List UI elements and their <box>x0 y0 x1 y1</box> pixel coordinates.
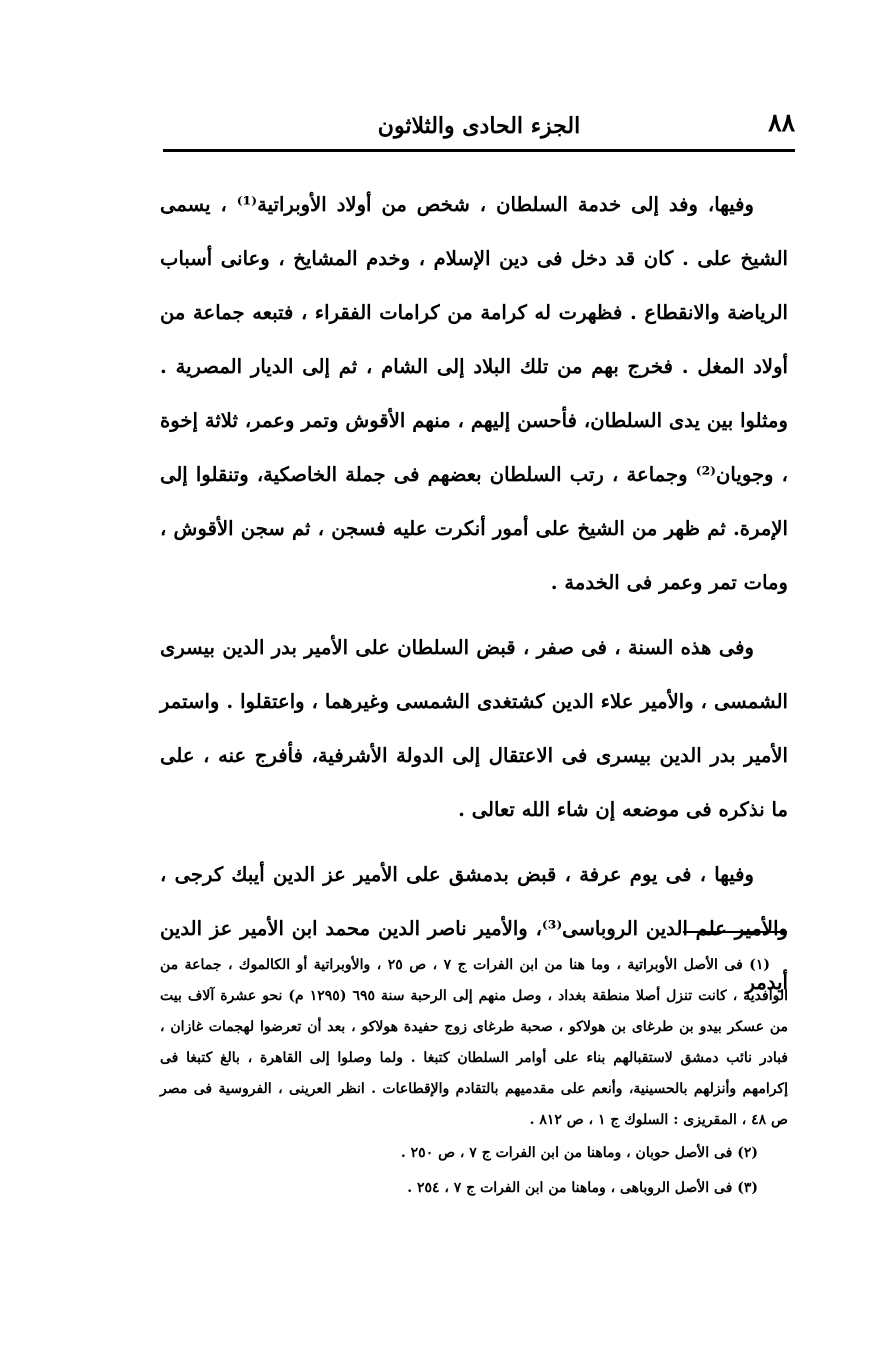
footnote-3: (٣) فى الأصل الروباهى ، وماهنا من ابن الفرات ج ٧ ، ٢٥٤ . <box>407 1180 758 1196</box>
paragraph: وفيها، وفد إلى خدمة السلطان ، شخص من أولاد الأوبراتية⁽¹⁾ ، يسمى الشيخ على . كان قد دخل فى دين الإسلام ، وخدم المشايخ ، وعانى أسباب الرياضة والانقطاع . فظهرت له كرامة من كرامات الفقراء ، فتبعه جماعة من أولاد المغل . فخرج بهم من تلك البلاد إلى الشام ، ثم إلى الديار المصرية . ومثلوا بين يدى السلطان، فأحسن إليهم ، منهم الأقوش وتمر وعمر، ثلاثة إخوة ، وجويان⁽²⁾ وجماعة ، رتب السلطان بعضهم فى جملة الخاصكية، وتنقلوا إلى الإمرة. ثم ظهر من الشيخ على أمور أنكرت عليه فسجن ، ثم سجن الأقوش ، ومات تمر وعمر فى الخدمة . <box>160 193 788 594</box>
paragraph: وفى هذه السنة ، فى صفر ، قبض السلطان على الأمير بدر الدين بيسرى الشمسى ، والأمير علاء الدين كشتغدى الشمسى وغيرهما ، واعتقلوا . واستمر الأمير بدر الدين بيسرى فى الاعتقال إلى الدولة الأشرفية، فأفرج عنه ، على ما نذكره فى موضعه إن شاء الله تعالى . <box>160 636 788 821</box>
footnote-1: (١) فى الأصل الأوبراتية ، وما هنا من ابن الفرات ج ٧ ، ص ٢٥ ، والأوبراتية أو الكالموك ، جماعة من الوافدية ، كانت تنزل أصلا منطقة بغداد ، وصل منهم إلى الرحبة سنة ٦٩٥ (١٢٩٥ م) نحو عشرة آلاف بيت من عسكر بيدو بن طرغاى بن هولاكو ، صحبة طرغاى زوج حفيدة هولاكو ، بعد أن تعرضوا لهجمات غازان ، فبادر نائب دمشق لاستقبالهم بناء على أوامر السلطان كتبغا . ولما وصلوا إلى القاهرة ، بالغ كتبغا فى إكرامهم وأنزلهم بالحسينية، وأنعم على مقدميهم بالتقادم والإقطاعات . انظر العرينى ، الفروسية فى مصر ص ٤٨ ، المقريزى : السلوك ج ١ ، ص ٨١٢ . <box>160 957 789 1128</box>
header-rule <box>163 149 795 152</box>
running-title: الجزء الحادى والثلاثون <box>377 113 581 139</box>
page-header <box>163 104 795 148</box>
footnotes <box>160 950 788 1206</box>
main-text <box>160 178 788 1010</box>
paragraph: وفيها ، فى يوم عرفة ، قبض بدمشق على الأمير عز الدين أيبك كرجى ، والأمير علم الدين الروباسى⁽³⁾، والأمير ناصر الدين محمد ابن الأمير عز الدين أيدمر <box>160 863 788 994</box>
page-number: ٨٨ <box>768 108 795 137</box>
footnote-separator <box>683 931 787 933</box>
footnote-2: (٢) فى الأصل حوبان ، وماهنا من ابن الفرات ج ٧ ، ص ٢٥٠ . <box>400 1145 758 1161</box>
